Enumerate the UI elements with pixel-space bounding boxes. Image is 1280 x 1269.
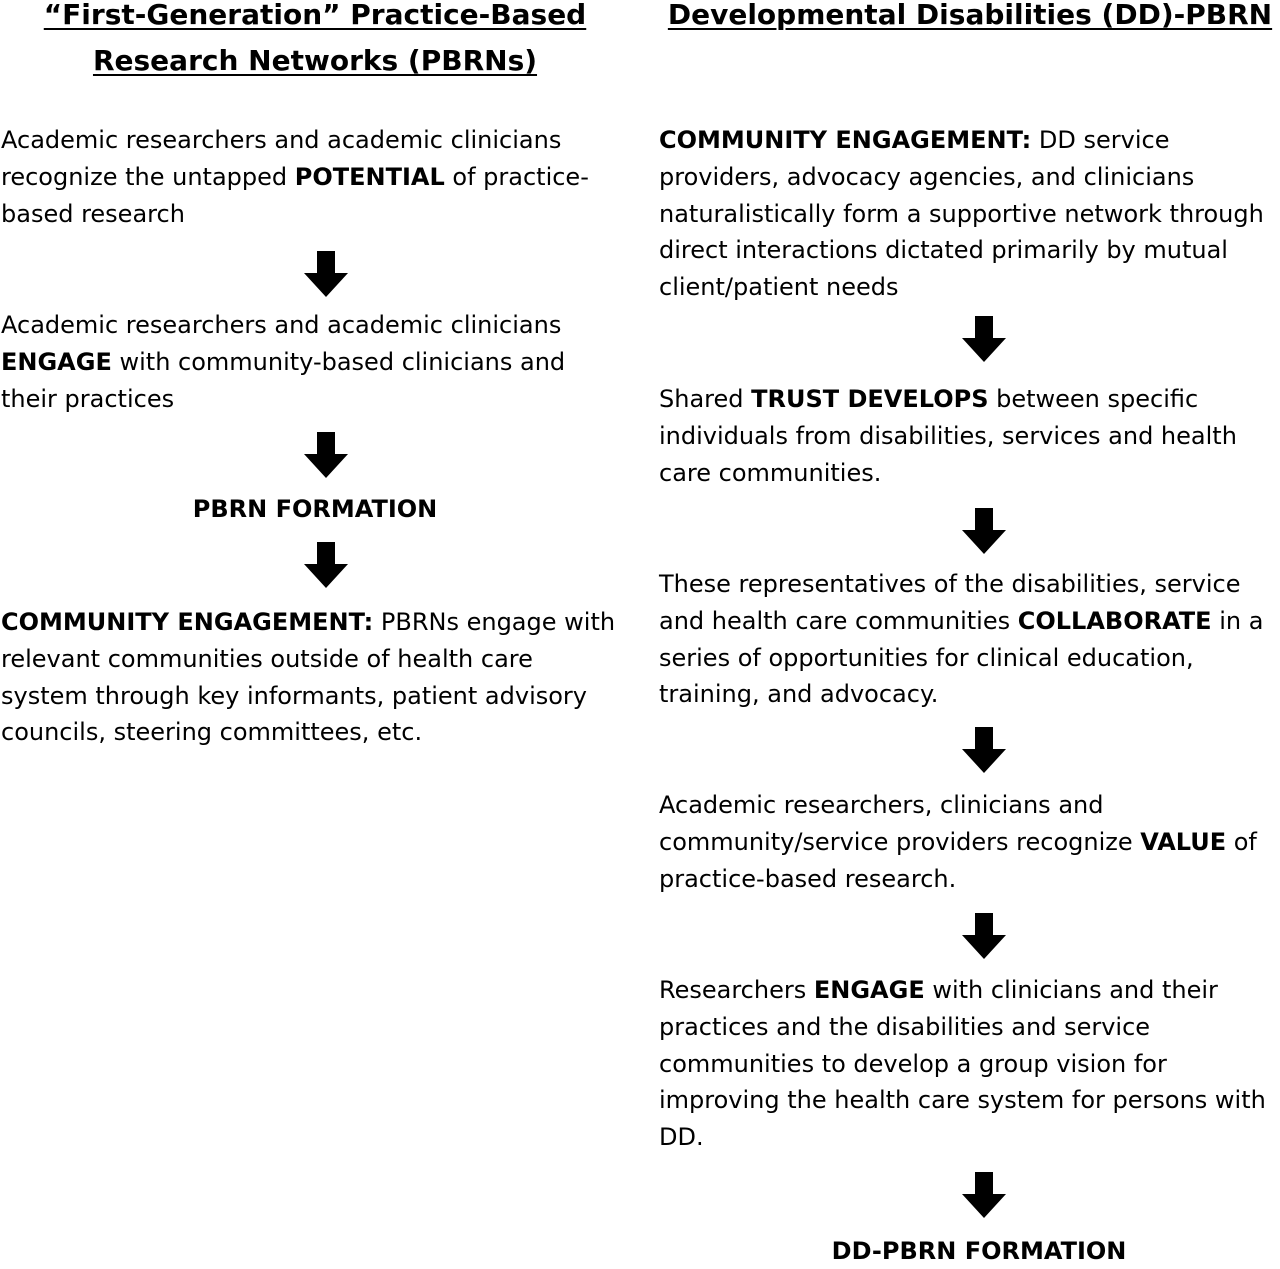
right-step-value — [659, 787, 1257, 897]
step-text: Academic researchers, clinicians and — [659, 791, 1104, 819]
step-text: providers, advocacy agencies, and clinicians — [659, 162, 1195, 191]
step-text: with community-based clinicians and — [111, 347, 566, 376]
keyword-emphasis: COMMUNITY ENGAGEMENT: — [659, 126, 1032, 154]
keyword-emphasis: VALUE — [1140, 827, 1227, 856]
step-text: naturalistically form a supportive network through — [659, 199, 1264, 228]
arrow-down-icon — [304, 542, 348, 588]
keyword-emphasis: COMMUNITY ENGAGEMENT: — [1, 608, 374, 636]
step-text-line — [1, 196, 589, 233]
step-text: councils, steering committees, etc. — [1, 718, 423, 747]
step-text-line — [1, 344, 565, 381]
right-step-community-engagement — [659, 122, 1264, 306]
keyword-emphasis: ENGAGE — [813, 976, 925, 1004]
step-text-line — [659, 1009, 1266, 1046]
step-text-line — [659, 861, 1257, 898]
left-heading-line: Research Networks (PBRNs) — [92, 44, 538, 77]
step-text-line — [1, 122, 589, 159]
step-text: DD. — [659, 1123, 704, 1152]
dd-pbrn-formation-label: DD-PBRN FORMATION — [831, 1237, 1127, 1265]
step-text-line — [1, 381, 565, 418]
keyword-emphasis: TRUST DEVELOPS — [751, 385, 989, 413]
arrow-down-icon — [962, 727, 1006, 773]
arrow-down-icon — [962, 508, 1006, 554]
step-text-line — [659, 232, 1264, 269]
step-text: community/service providers recognize — [659, 827, 1141, 856]
step-text-line — [659, 972, 1266, 1009]
step-text-line — [1, 307, 565, 344]
arrow-down-icon — [304, 432, 348, 478]
step-text-line — [1, 678, 615, 715]
step-text-line — [659, 1119, 1266, 1156]
step-text: practices and the disabilities and service — [659, 1012, 1151, 1041]
step-text: training, and advocacy. — [659, 680, 939, 709]
keyword-emphasis: COLLABORATE — [1017, 606, 1212, 635]
step-text-line — [659, 1082, 1266, 1119]
left-heading-line: “First-Generation” Practice-Based — [43, 0, 587, 31]
step-text: Academic researchers and academic clinicians — [1, 311, 562, 339]
right-heading-line: Developmental Disabilities (DD)-PBRN — [667, 0, 1273, 31]
step-text: practice-based research. — [659, 864, 957, 893]
right-column-heading — [640, 0, 1280, 38]
step-text: system through key informants, patient advisory — [1, 681, 587, 710]
step-text-line — [659, 824, 1257, 861]
step-text-line — [659, 566, 1263, 603]
step-text: DD service — [1031, 126, 1170, 154]
keyword-emphasis: POTENTIAL — [294, 162, 445, 191]
right-step-trust-develops — [659, 381, 1237, 491]
step-text: in a — [1211, 606, 1264, 635]
step-text: Researchers — [659, 976, 814, 1004]
step-text-line — [659, 196, 1264, 233]
step-text-line — [1, 714, 615, 751]
step-text: and health care communities — [659, 606, 1018, 635]
step-text-line — [1, 604, 615, 641]
step-text: between specific — [988, 385, 1199, 413]
step-text-line — [659, 159, 1264, 196]
left-column-heading — [0, 0, 630, 84]
right-step-collaborate — [659, 566, 1263, 713]
step-text: These representatives of the disabilities, service — [659, 570, 1241, 598]
step-text: series of opportunities for clinical education, — [659, 643, 1194, 672]
left-step-engage — [1, 307, 565, 417]
pbrn-formation-label: PBRN FORMATION — [192, 495, 438, 523]
step-text: individuals from disabilities, services and health — [659, 421, 1237, 450]
arrow-down-icon — [962, 316, 1006, 362]
arrow-down-icon — [962, 913, 1006, 959]
step-text: recognize the untapped — [1, 162, 295, 191]
left-step-community-engagement — [1, 604, 615, 751]
keyword-emphasis: ENGAGE — [1, 347, 112, 376]
step-text-line — [1, 159, 589, 196]
left-step-potential — [1, 122, 589, 232]
step-text: of — [1226, 827, 1257, 856]
step-text: care communities. — [659, 458, 882, 487]
step-text: direct interactions dictated primarily by mutual — [659, 236, 1228, 265]
step-text-line — [659, 381, 1237, 418]
step-text-line — [659, 269, 1264, 306]
step-text-line — [659, 787, 1257, 824]
step-text-line — [659, 640, 1263, 677]
step-text: based research — [1, 199, 185, 228]
step-text: client/patient needs — [659, 273, 899, 302]
step-text-line — [659, 676, 1263, 713]
step-text: PBRNs engage with — [373, 608, 616, 636]
step-text-line — [659, 418, 1237, 455]
step-text-line — [659, 122, 1264, 159]
step-text-line — [659, 455, 1237, 492]
step-text: improving the health care system for persons with — [659, 1086, 1266, 1115]
step-text-line — [659, 1046, 1266, 1083]
step-text: of practice- — [444, 162, 589, 191]
arrow-down-icon — [962, 1172, 1006, 1218]
step-text: Academic researchers and academic clinicians — [1, 126, 562, 154]
step-text: relevant communities outside of health care — [1, 644, 533, 673]
step-text: their practices — [1, 384, 175, 413]
step-text-line — [659, 603, 1263, 640]
step-text: with clinicians and their — [924, 976, 1218, 1004]
right-step-researchers-engage — [659, 972, 1266, 1156]
arrow-down-icon — [304, 251, 348, 297]
step-text-line — [1, 641, 615, 678]
step-text: communities to develop a group vision for — [659, 1049, 1167, 1078]
step-text: Shared — [659, 385, 752, 413]
